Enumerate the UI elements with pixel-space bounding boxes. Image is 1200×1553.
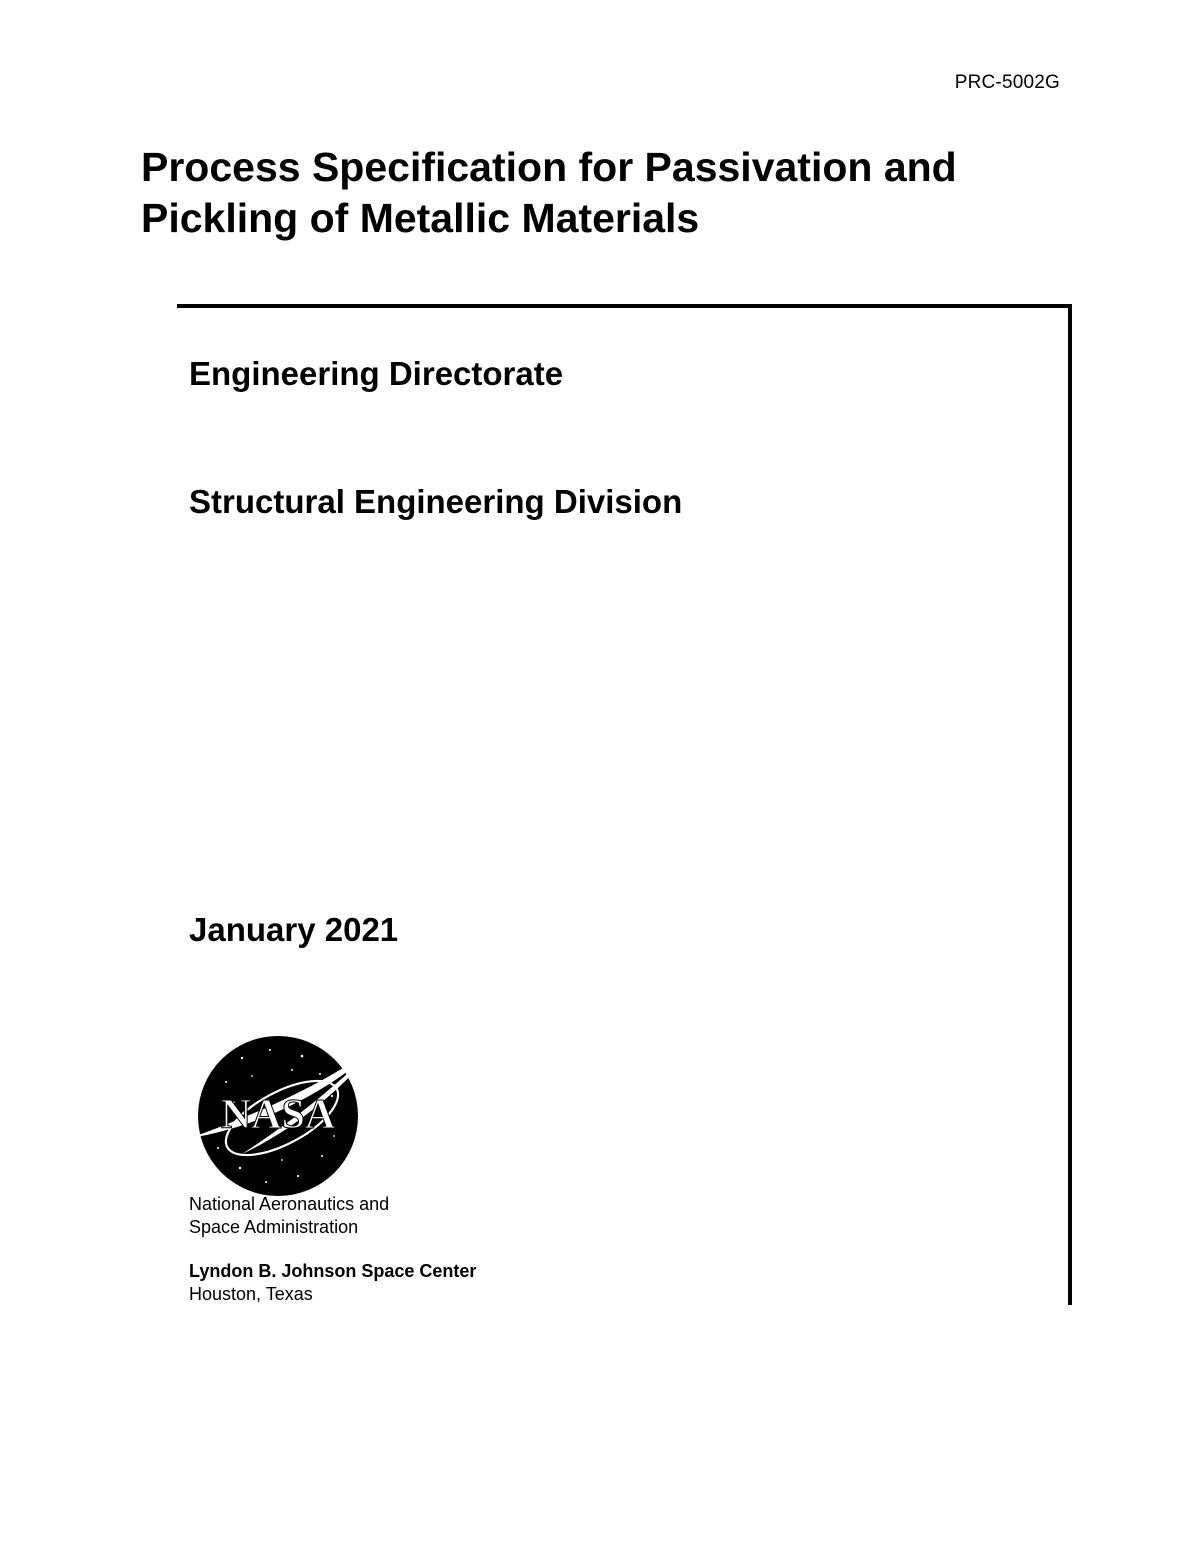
- publication-date: January 2021: [189, 911, 399, 948]
- agency-line-2: Space Administration: [189, 1217, 359, 1237]
- nasa-meatball-logo-icon: [182, 1036, 394, 1196]
- directorate-heading: Engineering Directorate: [189, 355, 564, 392]
- nasa-wordmark: NASA: [220, 1092, 336, 1138]
- frame-right-rule: [1068, 304, 1072, 1305]
- division-heading: Structural Engineering Division: [189, 483, 683, 520]
- document-title: Process Specification for Passivation and Pickling of Metallic Materials: [141, 144, 957, 241]
- space-center-location: Houston, Texas: [189, 1284, 313, 1304]
- agency-name: [189, 1193, 389, 1239]
- agency-line-1: National Aeronautics and: [189, 1194, 390, 1214]
- space-center-block: [189, 1260, 476, 1306]
- space-center-name: Lyndon B. Johnson Space Center: [189, 1261, 477, 1281]
- frame-top-rule: [177, 304, 1072, 308]
- document-number: PRC-5002G: [954, 72, 1060, 93]
